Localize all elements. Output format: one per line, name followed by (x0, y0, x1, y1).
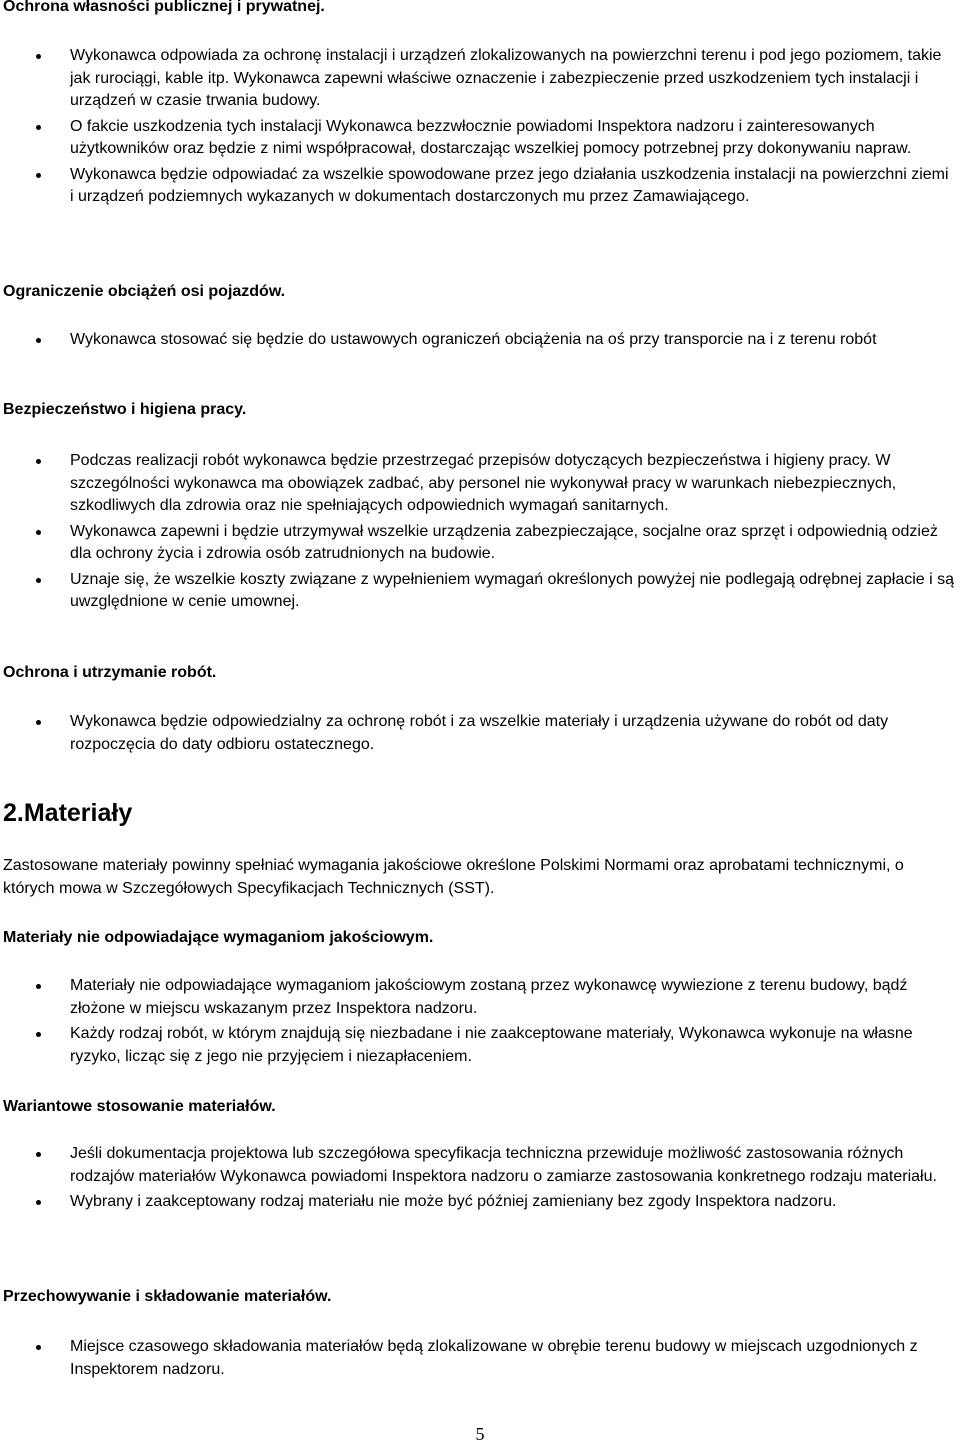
list-item: Miejsce czasowego składowania materiałów będą zlokalizowane w obrębie terenu budowy w miejscach uzgodnionych z Inspektorem nadzoru. (0, 1336, 955, 1381)
bullet-icon (36, 338, 41, 343)
list-item: Jeśli dokumentacja projektowa lub szczegółowa specyfikacja techniczna przewiduje możliwość zastosowania różnych rodzajów materiałów Wykonawca powiadomi Inspektora nadzoru o zamiarze zastosowania konkretnego rodzaju materiału. (0, 1143, 955, 1188)
bullet-icon (36, 530, 41, 535)
section-heading-axle-load: Ograniczenie obciążeń osi pojazdów. (3, 283, 286, 300)
bullet-icon (36, 720, 41, 725)
bullet-icon (36, 984, 41, 989)
section-heading-property-protection: Ochrona własności publicznej i prywatnej. (3, 0, 325, 15)
list-item: Podczas realizacji robót wykonawca będzie przestrzegać przepisów dotyczących bezpieczeństwa i higieny pracy. W szczególności wykonawca ma obowiązek zadbać, aby personel nie wykonywał pracy w warunkach niebezpiecznych, szkodliwych dla zdrowia oraz nie spełniających odpowiednich wymagań sanitarnych. (0, 450, 955, 518)
section-heading-health-safety: Bezpieczeństwo i higiena pracy. (3, 401, 247, 418)
bullet-icon (36, 173, 41, 178)
bullet-icon (36, 125, 41, 130)
section-heading-alternative-materials: Wariantowe stosowanie materiałów. (3, 1098, 276, 1115)
bullet-icon (36, 1345, 41, 1350)
bullet-list-property-protection (0, 45, 955, 212)
section-heading-storage: Przechowywanie i składowanie materiałów. (3, 1288, 332, 1305)
bullet-list-nonconforming-materials (0, 975, 955, 1071)
list-item: Wykonawca odpowiada za ochronę instalacji i urządzeń zlokalizowanych na powierzchni terenu i pod jego poziomem, takie jak rurociągi, kable itp. Wykonawca zapewni właściwe oznaczenie i zabezpieczenie przed uszkodzeniem tych instalacji i urządzeń w czasie trwania budowy. (0, 45, 955, 113)
page-number: 5 (475, 1424, 485, 1444)
list-item: O fakcie uszkodzenia tych instalacji Wykonawca bezzwłocznie powiadomi Inspektora nadzoru i zainteresowanych użytkowników oraz będzie z nimi współpracował, dostarczając wszelkiej pomocy potrzebnej przy dokonywaniu napraw. (0, 116, 955, 161)
section-heading-nonconforming-materials: Materiały nie odpowiadające wymaganiom jakościowym. (3, 929, 434, 946)
bullet-icon (36, 1152, 41, 1157)
bullet-icon (36, 1032, 41, 1037)
list-item: Każdy rodzaj robót, w którym znajdują się niezbadane i nie zaakceptowane materiały, Wykonawca wykonuje na własne ryzyko, licząc się z jego nie przyjęciem i niezapłaceniem. (0, 1023, 955, 1068)
bullet-icon (36, 54, 41, 59)
section-heading-works-protection: Ochrona i utrzymanie robót. (3, 664, 217, 681)
chapter-title-materials: 2.Materiały (3, 799, 133, 827)
bullet-icon (36, 1200, 41, 1205)
list-item: Wybrany i zaakceptowany rodzaj materiału nie może być później zamieniany bez zgody Inspektora nadzoru. (0, 1191, 955, 1214)
bullet-list-storage (0, 1336, 955, 1384)
bullet-icon (36, 578, 41, 583)
bullet-list-health-safety (0, 450, 955, 617)
list-item: Wykonawca będzie odpowiedzialny za ochronę robót i za wszelkie materiały i urządzenia używane do robót od daty rozpoczęcia do daty odbioru ostatecznego. (0, 711, 955, 756)
bullet-list-works-protection (0, 711, 955, 759)
list-item: Wykonawca stosować się będzie do ustawowych ograniczeń obciążenia na oś przy transporcie na i z terenu robót (0, 329, 955, 352)
list-item: Wykonawca zapewni i będzie utrzymywał wszelkie urządzenia zabezpieczające, socjalne oraz sprzęt i odpowiednią odzież dla ochrony życia i zdrowia osób zatrudnionych na budowie. (0, 521, 955, 566)
bullet-icon (36, 459, 41, 464)
list-item: Wykonawca będzie odpowiadać za wszelkie spowodowane przez jego działania uszkodzenia instalacji na powierzchni ziemi i urządzeń podziemnych wykazanych w dokumentach dostarczonych mu przez Zamawiającego. (0, 164, 955, 209)
bullet-list-alternative-materials (0, 1143, 955, 1217)
list-item: Uznaje się, że wszelkie koszty związane z wypełnieniem wymagań określonych powyżej nie podlegają odrębnej zapłacie i są uwzględnione w cenie umownej. (0, 569, 955, 614)
materials-intro-paragraph: Zastosowane materiały powinny spełniać wymagania jakościowe określone Polskimi Normami oraz aprobatami technicznymi, o których mowa w Szczegółowych Specyfikacjach Technicznych (SST). (3, 857, 904, 897)
bullet-list-axle-load (0, 329, 955, 355)
list-item: Materiały nie odpowiadające wymaganiom jakościowym zostaną przez wykonawcę wywiezione z terenu budowy, bądź złożone w miejscu wskazanym przez Inspektora nadzoru. (0, 975, 955, 1020)
